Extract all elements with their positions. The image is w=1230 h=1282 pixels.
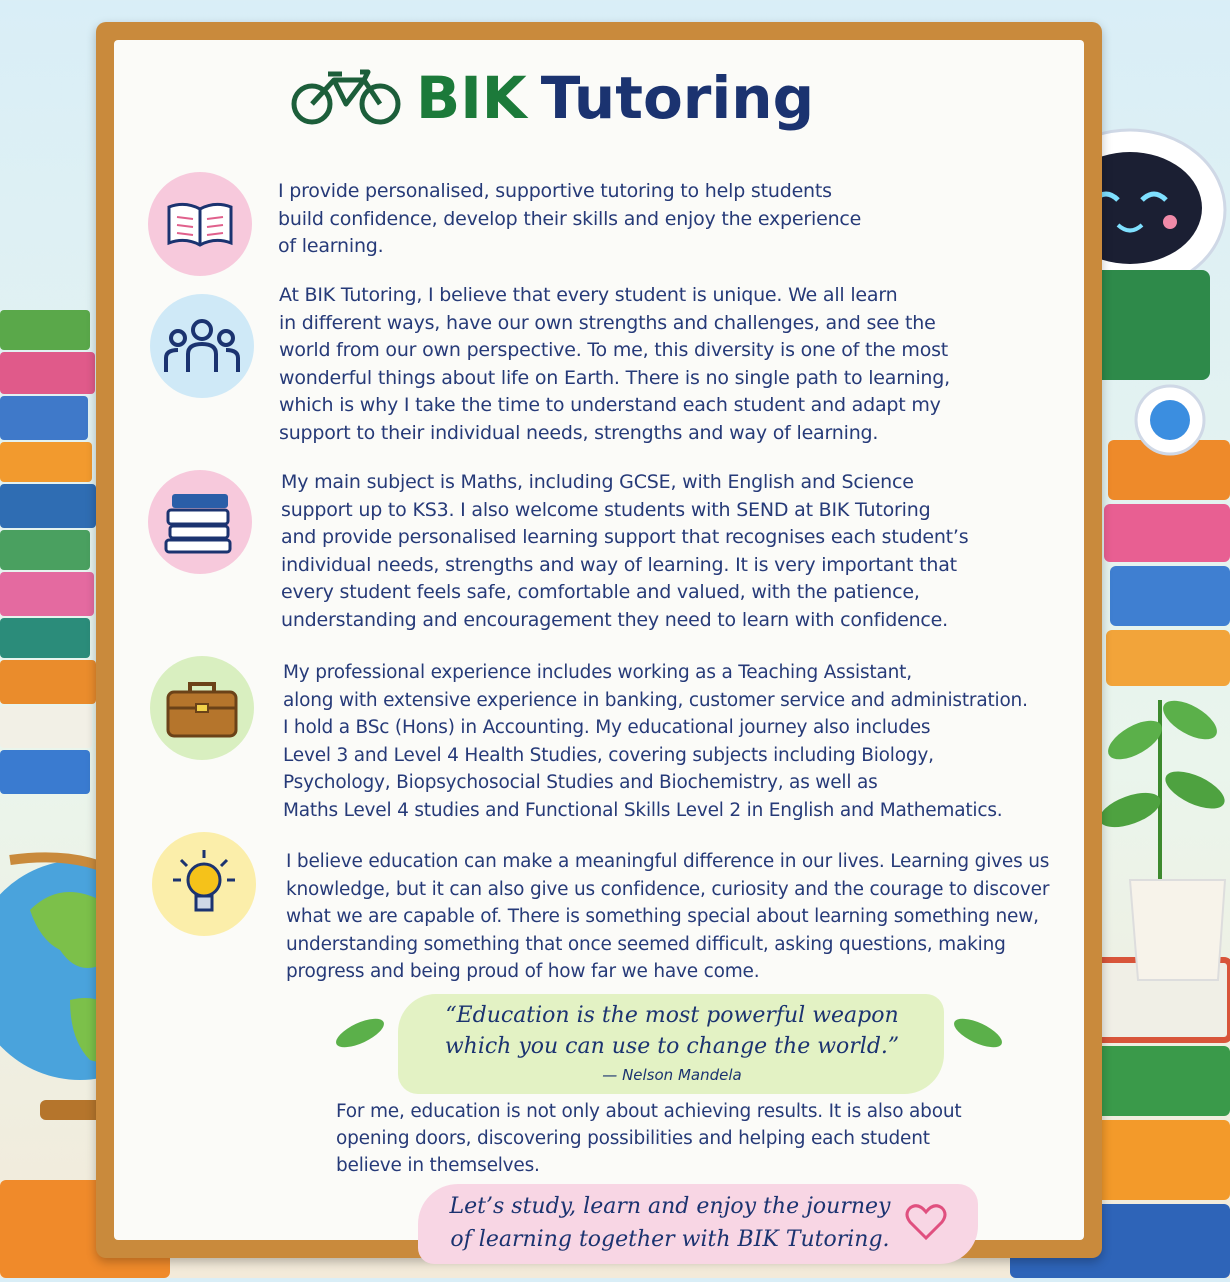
quote-attribution: — Nelson Mandela	[602, 1066, 742, 1084]
heart-icon	[904, 1202, 948, 1246]
leaf-icon	[940, 1008, 1010, 1062]
leaf-icon	[330, 1008, 400, 1062]
title-suffix: Tutoring	[540, 64, 815, 132]
quote-text: “Education is the most powerful weapon which you can use to change the world.”	[444, 1003, 900, 1059]
subjects-paragraph: My main subject is Maths, including GCSE, with English and Science support up to KS3. I also welcome students with SEND at BIK Tutoring and provide personalised learning support that recognises each student’s individual needs, strengths and way of learning. It is very important that every student feels safe, comfortable and valued, with the patience, understanding and encouragement they need to learn with confidence.	[281, 471, 969, 631]
left-book-stack	[0, 300, 100, 860]
education-paragraph: I believe education can make a meaningful difference in our lives. Learning gives us knowledge, but it can also give us confidence, curiosity and the courage to discover what we are capable of. There is something special about learning something new, understanding something that once seemed difficult, asking questions, making progress and being proud of how far we have come.	[286, 851, 1050, 982]
plant-pot	[1090, 660, 1230, 990]
intro-paragraph: I provide personalised, supportive tutoring to help students build confidence, develop their skills and enjoy the experience of learning.	[278, 180, 862, 257]
experience-paragraph: My professional experience includes working as a Teaching Assistant, along with extensive experience in banking, customer service and administration. I hold a BSc (Hons) in Accounting. My educational journey also includes Level 3 and Level 4 Health Studies, covering subjects including Biology, Psychology, Biopsychosocial Studies and Biochemistry, as well as Maths Level 4 studies and Functional Skills Level 2 in English and Mathematics.	[283, 662, 1028, 821]
lightbulb-icon	[152, 832, 256, 936]
briefcase-icon	[150, 656, 254, 760]
closing-text: Let’s study, learn and enjoy the journey of learning together with BIK Tutoring.	[449, 1194, 891, 1252]
bicycle-icon	[290, 66, 402, 130]
people-icon	[150, 294, 254, 398]
page-title	[290, 64, 814, 132]
book-stack-icon	[148, 470, 252, 574]
belief-paragraph: At BIK Tutoring, I believe that every student is unique. We all learn in different ways, have our own strengths and challenges, and see the world from our own perspective. To me, this diversity is one of the most wonderful things about life on Earth. There is no single path to learning, which is why I take the time to understand each student and adapt my support to their individual needs, strengths and way of learning.	[279, 284, 950, 444]
title-brand: BIK	[416, 64, 527, 132]
open-book-icon	[148, 172, 252, 276]
results-paragraph: For me, education is not only about achieving results. It is also about opening doors, discovering possibilities and helping each student believe in themselves.	[336, 1101, 962, 1176]
